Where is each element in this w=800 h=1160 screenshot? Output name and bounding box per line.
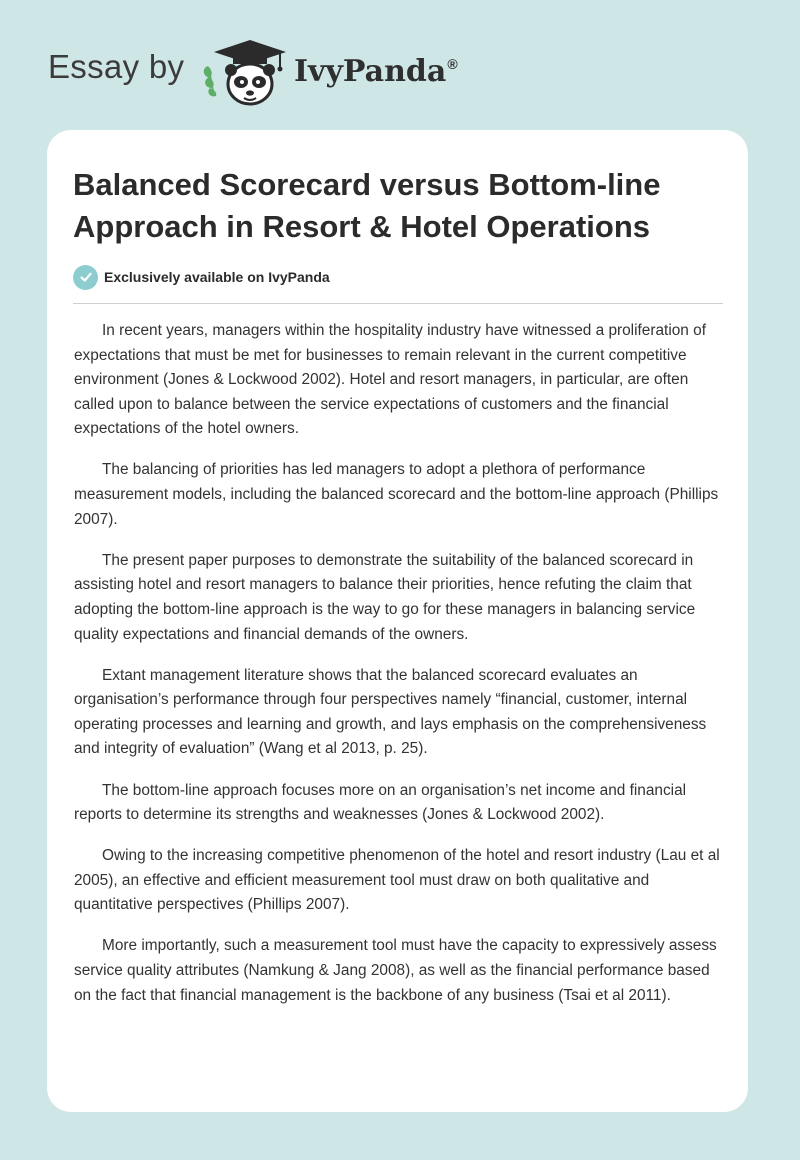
exclusive-badge (73, 264, 330, 290)
checkmark-circle-icon (73, 265, 98, 290)
paragraph: The bottom-line approach focuses more on an organisation’s net income and financial reports to determine its strengths and weaknesses (Jones & Lockwood 2002). (74, 781, 687, 824)
badge-label: Exclusively available on IvyPanda (104, 269, 330, 285)
brand-name[interactable]: IvyPanda® (294, 54, 458, 89)
paragraph: Owing to the increasing competitive phenomenon of the hotel and resort industry (Lau et al 2005), an effective and efficient measurement tool must draw on both qualitative and quantitative perspectives (Phillips 2007). (74, 847, 720, 914)
essay-by-label: Essay by (48, 48, 185, 85)
paragraph: More importantly, such a measurement tool must have the capacity to expressively assess service quality attributes (Namkung & Jang 2008), as well as the financial performance based on the fact that financial management is the backbone of any business (Tsai et al 2011). (74, 937, 717, 1004)
paragraph: The balancing of priorities has led managers to adopt a plethora of performance measurement models, including the balanced scorecard and the bottom-line approach (Phillips 2007). (74, 461, 719, 528)
essay-card (47, 130, 748, 1112)
page-title: Balanced Scorecard versus Bottom-line Approach in Resort & Hotel Operations (73, 167, 661, 244)
registered-mark: ® (447, 56, 458, 72)
divider (73, 303, 723, 304)
paragraph: Extant management literature shows that the balanced scorecard evaluates an organisation’s performance through four perspectives namely “financial, customer, internal operating processes and learning and growth, and lays emphasis on the comprehensiveness and integrity of evaluation” (Wang et al 2013, p. 25). (74, 666, 707, 758)
site-header (48, 38, 748, 108)
paragraph: In recent years, managers within the hospitality industry have witnessed a proliferation of expectations that must be met for businesses to remain relevant in the current competitive environment (Jones & Lockwood 2002). Hotel and resort managers, in particular, are often called upon to balance between the service expectations of customers and the financial expectations of the hotel owners. (74, 322, 706, 438)
essay-body (74, 319, 724, 1025)
ivy-leaf-icon (204, 66, 217, 96)
ivypanda-logo[interactable] (200, 38, 290, 108)
panda-graduate-icon (200, 38, 290, 108)
paragraph: The present paper purposes to demonstrate the suitability of the balanced scorecard in assisting hotel and resort managers to balance their priorities, hence refuting the claim that adopting the bottom-line approach is the way to go for these managers in balancing service quality expectations and financial demands of the owners. (74, 551, 696, 643)
